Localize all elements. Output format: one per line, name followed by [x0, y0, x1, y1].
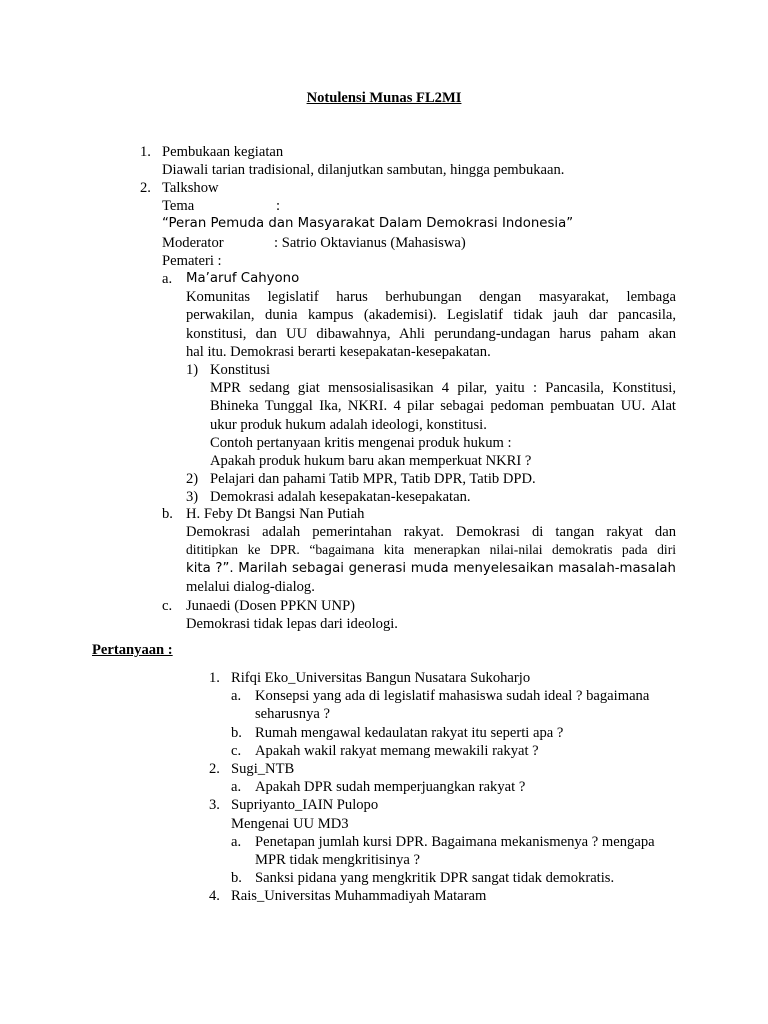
- paragraph-line: perwakilan, dunia kampus (akademisi). Legislatif tidak jauh dar pancasila,: [186, 307, 676, 324]
- speaker-letter: b.: [162, 506, 173, 522]
- question-note: Mengenai UU MD3: [231, 815, 349, 832]
- question-4: [209, 887, 679, 905]
- point-number: 2): [186, 471, 199, 488]
- sub-letter: a.: [231, 688, 242, 705]
- question-text: Rumah mengawal kedaulatan rakyat itu seperti apa ?: [255, 724, 564, 741]
- point-line: MPR sedang giat mensosialisasikan 4 pilar, yaitu : Pancasila, Konstitusi,: [210, 380, 676, 397]
- point-heading: Konstitusi: [210, 361, 271, 378]
- list-number: 4.: [209, 888, 220, 905]
- point-line: Bhineka Tunggal Ika, NKRI. 4 pilar sebagai pedoman pembuatan UU. Alat: [210, 398, 676, 415]
- asker-name: Rifqi Eko_Universitas Bangun Nusatara Sukoharjo: [231, 670, 531, 686]
- list-number: 1.: [140, 144, 151, 160]
- section-talkshow: [140, 179, 680, 270]
- paragraph-line: kita ?”. Marilah sebagai generasi muda menyelesaikan masalah-masalah: [186, 560, 676, 576]
- tema-colon: :: [276, 198, 281, 215]
- speaker-name: Junaedi (Dosen PPKN UNP): [186, 598, 356, 614]
- paragraph-line: Komunitas legislatif harus berhubungan dengan masyarakat, lembaga: [186, 289, 676, 306]
- sub-letter: b.: [231, 724, 242, 741]
- point-number: 3): [186, 489, 199, 506]
- list-number: 3.: [209, 797, 220, 814]
- moderator-label: Moderator: [162, 234, 224, 251]
- question-2: [209, 760, 679, 778]
- speaker-name: Ma’aruf Cahyono: [186, 271, 300, 286]
- question-1: [209, 669, 679, 905]
- sub-letter: a.: [231, 833, 242, 850]
- asker-name: Sugi_NTB: [231, 760, 295, 777]
- asker-name: Supriyanto_IAIN Pulopo: [231, 797, 379, 814]
- paragraph-line: melalui dialog-dialog.: [186, 578, 315, 595]
- speaker-a-points: [186, 361, 676, 507]
- speaker-b-paragraph: [186, 523, 676, 596]
- pemateri-label: Pemateri :: [162, 252, 222, 269]
- point-line: Contoh pertanyaan kritis mengenai produk hukum :: [210, 434, 512, 451]
- question-text: seharusnya ?: [255, 706, 330, 723]
- question-3: [209, 796, 679, 814]
- question-text: MPR tidak mengkritisinya ?: [255, 851, 420, 868]
- speaker-letter: c.: [162, 598, 173, 614]
- section-pembukaan: [140, 143, 680, 179]
- pertanyaan-heading: Pertanyaan :: [92, 642, 173, 658]
- speaker-b: [162, 505, 676, 596]
- question-text: Apakah wakil rakyat memang mewakili rakyat ?: [255, 742, 539, 759]
- list-number: 2.: [209, 760, 220, 777]
- point-line: ukur produk hukum adalah ideologi, konstitusi.: [210, 416, 487, 433]
- speaker-letter: a.: [162, 271, 173, 287]
- speaker-body: Demokrasi tidak lepas dari ideologi.: [186, 616, 398, 633]
- point-number: 1): [186, 361, 199, 378]
- tema-value: “Peran Pemuda dan Masyarakat Dalam Demokrasi Indonesia”: [162, 216, 574, 232]
- sub-letter: a.: [231, 779, 242, 796]
- sub-letter: c.: [231, 742, 242, 759]
- speaker-a: [162, 270, 676, 506]
- list-number: 1.: [209, 670, 220, 686]
- speaker-c: [162, 597, 676, 633]
- question-text: Apakah DPR sudah memperjuangkan rakyat ?: [255, 779, 526, 796]
- paragraph-line: hal itu. Demokrasi berarti kesepakatan-kesepakatan.: [186, 343, 491, 360]
- moderator-value: : Satrio Oktavianus (Mahasiswa): [274, 234, 466, 251]
- point-line: Apakah produk hukum baru akan memperkuat NKRI ?: [210, 452, 532, 469]
- question-text: Penetapan jumlah kursi DPR. Bagaimana mekanismenya ? mengapa: [255, 833, 655, 850]
- speaker-a-paragraph: [186, 288, 676, 361]
- paragraph-line: Demokrasi adalah pemerintahan rakyat. Demokrasi di tangan rakyat dan: [186, 524, 676, 541]
- point-heading: Pelajari dan pahami Tatib MPR, Tatib DPR, Tatib DPD.: [210, 471, 536, 488]
- section-heading: Talkshow: [162, 180, 219, 196]
- point-heading: Demokrasi adalah kesepakatan-kesepakatan.: [210, 489, 471, 506]
- list-number: 2.: [140, 180, 151, 196]
- sub-letter: b.: [231, 870, 242, 887]
- page-title: Notulensi Munas FL2MI: [306, 90, 462, 106]
- speaker-name: H. Feby Dt Bangsi Nan Putiah: [186, 506, 365, 522]
- asker-name: Rais_Universitas Muhammadiyah Mataram: [231, 888, 487, 905]
- paragraph-line: dititipkan ke DPR. “bagaimana kita menerapkan nilai-nilai demokratis pada diri: [186, 542, 676, 558]
- paragraph-line: konstitusi, dan UU dibawahnya, Ahli perundang-undagan harus paham akan: [186, 325, 676, 342]
- tema-label: Tema: [162, 198, 195, 215]
- question-text: Sanksi pidana yang mengkritik DPR sangat tidak demokratis.: [255, 870, 615, 887]
- section-heading: Pembukaan kegiatan: [162, 144, 284, 160]
- question-text: Konsepsi yang ada di legislatif mahasiswa sudah ideal ? bagaimana: [255, 688, 650, 705]
- section-body: Diawali tarian tradisional, dilanjutkan sambutan, hingga pembukaan.: [162, 162, 565, 179]
